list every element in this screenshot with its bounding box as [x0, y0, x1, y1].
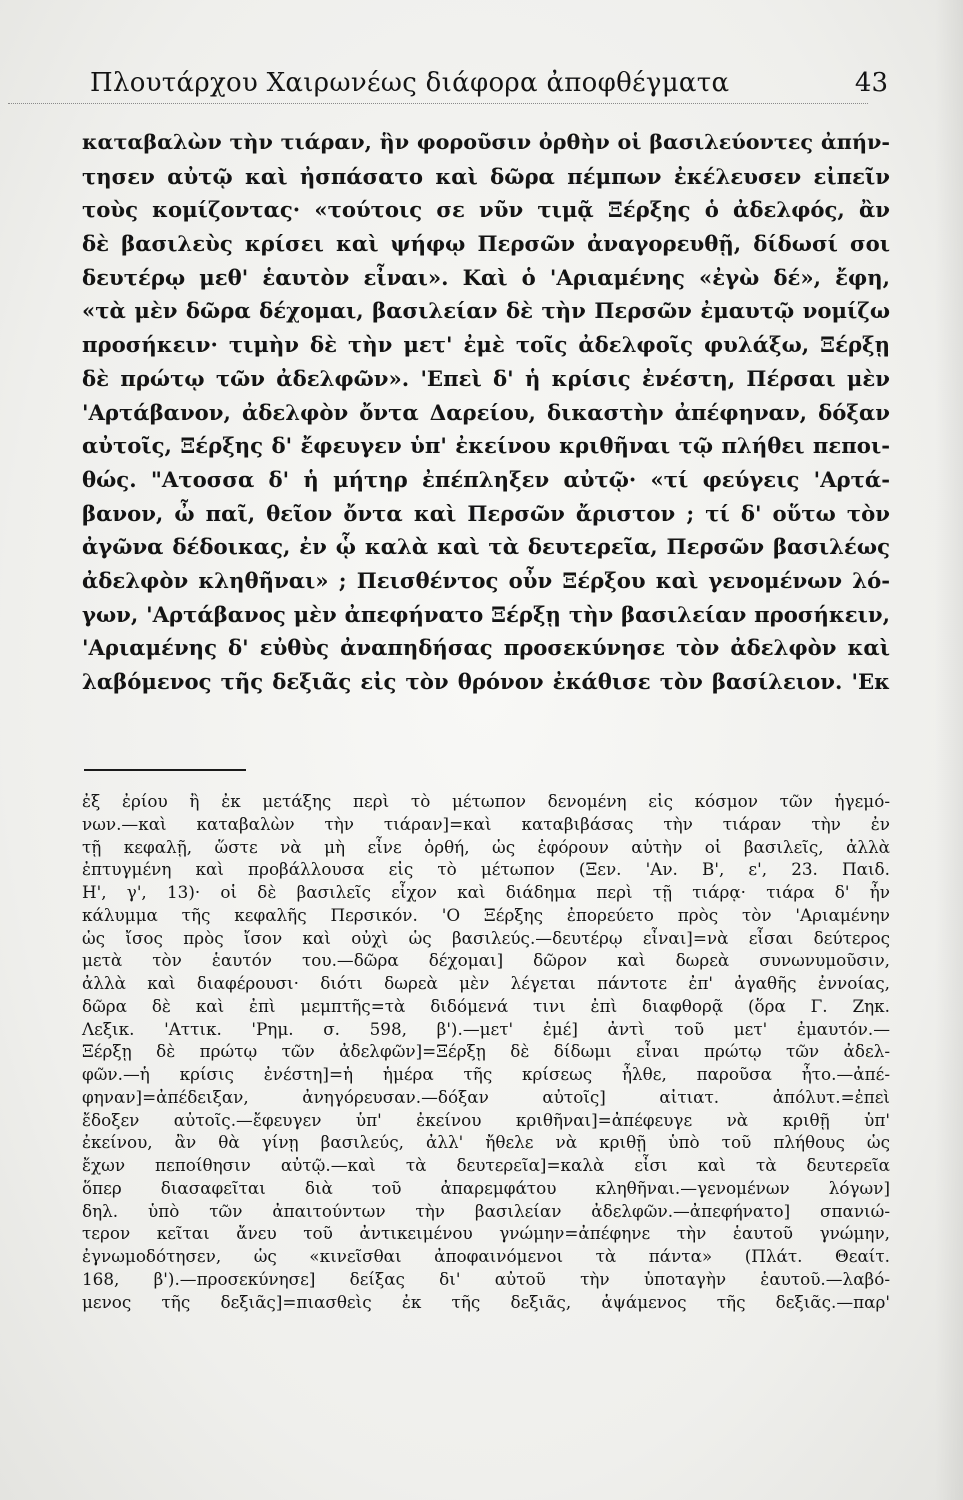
text-line: 'Αρτάβανον, ἀδελφὸν ὄντα Δαρείου, δικαστὴν ἀπέφηναν, δόξαν [82, 399, 890, 425]
footnote-line: νων.—καὶ καταβαλὼν τὴν τιάραν]=καὶ καταβιβάσας τὴν τιάραν τὴν ἐν [82, 813, 890, 834]
text-line: λαβόμενος τῆς δεξιᾶς εἰς τὸν θρόνον ἐκάθισε τὸν βασίλειον. 'Εκ [82, 669, 890, 694]
text-line: ἀδελφὸν κληθῆναι» ; Πεισθέντος οὖν Ξέρξου καὶ γενομένων λό- [82, 567, 890, 593]
footnote-line: ὡς ἴσος πρὸς ἴσον καὶ οὐχὶ ὡς βασιλεύς.—δευτέρῳ εἶναι]=νὰ εἶσαι δεύτερος [82, 927, 890, 948]
text-line: βανον, ὦ παῖ, θεῖον ὄντα καὶ Περσῶν ἄριστον ; τί δ' οὕτω τὸν [82, 500, 890, 526]
text-line: θώς. "Ατοσσα δ' ἡ μήτηρ ἐπέπληξεν αὐτῷ· «τί φεύγεις 'Αρτά- [82, 466, 890, 492]
footnotes [82, 790, 890, 1313]
footnote-line: Η', γ', 13)· οἱ δὲ βασιλεῖς εἶχον καὶ διάδημα περὶ τῇ τιάρᾳ· τιάρα δ' ἦν [82, 882, 890, 902]
footnote-line: ἔχων πεποίθησιν αὐτῷ.—καὶ τὰ δευτερεῖα]=καλὰ εἶσι καὶ τὰ δευτερεῖα [82, 1155, 890, 1175]
footnote-line: μενος τῆς δεξιᾶς]=πιασθεὶς ἐκ τῆς δεξιᾶς, ἁψάμενος τῆς δεξιᾶς.—παρ' [82, 1291, 890, 1312]
footnote-line: 168, β').—προσεκύνησε] δείξας δι' αὐτοῦ τὴν ὑποταγὴν ἑαυτοῦ.—λαβό- [82, 1268, 890, 1289]
text-line: «τὰ μὲν δῶρα δέχομαι, βασιλείαν δὲ τὴν Περσῶν ἐμαυτῷ νομίζω [82, 298, 890, 324]
running-title: Πλουτάρχου Χαιρωνέως διάφορα ἀποφθέγματα [90, 68, 730, 98]
text-line: γων, 'Αρτάβανος μὲν ἀπεφήνατο Ξέρξῃ τὴν βασιλείαν προσήκειν, [82, 601, 890, 627]
text-line: δὲ βασιλεὺς κρίσει καὶ ψήφῳ Περσῶν ἀναγορευθῇ, δίδωσί σοι [82, 231, 890, 257]
main-text [82, 126, 890, 699]
footnote-line: ἐκείνου, ἂν θὰ γίνῃ βασιλεύς, ἀλλ' ἤθελε νὰ κριθῇ ὑπὸ τοῦ πλήθους ὡς [82, 1132, 890, 1153]
page-edge-shadow [935, 0, 963, 1500]
footnote-line: τῇ κεφαλῇ, ὥστε νὰ μὴ εἶνε ὀρθή, ὡς ἐφόρουν αὐτὴν οἱ βασιλεῖς, ἀλλὰ [82, 836, 890, 857]
footnote-line: φῶν.—ἡ κρίσις ἐνέστη]=ἡ ἡμέρα τῆς κρίσεως ἦλθε, παροῦσα ἦτο.—ἀπέ- [82, 1064, 890, 1084]
text-line: αὐτοῖς, Ξέρξης δ' ἔφευγεν ὑπ' ἐκείνου κριθῆναι τῷ πλήθει πεποι- [82, 433, 890, 459]
footnote-line: ἐπτυγμένη καὶ προβάλλουσα εἰς τὸ μέτωπον (Ξεν. 'Αν. Β', ε', 23. Παιδ. [82, 859, 890, 880]
footnote-rule [84, 769, 246, 771]
footnote-line: Ξέρξῃ δὲ πρώτῳ τῶν ἀδελφῶν]=Ξέρξῃ δὲ δίδωμι εἶναι πρώτῳ τῶν ἀδελ- [82, 1041, 890, 1062]
text-line: δὲ πρώτῳ τῶν ἀδελφῶν». 'Επεὶ δ' ἡ κρίσις ἐνέστη, Πέρσαι μὲν [82, 365, 890, 391]
footnote-line: ἀλλὰ καὶ διαφέρουσι· διότι δωρεὰ μὲν λέγεται πάντοτε ἐπ' ἀγαθῆς ἐννοίας, [82, 973, 890, 993]
text-line: τοὺς κομίζοντας· «τούτοις σε νῦν τιμᾷ Ξέρξης ὁ ἀδελφός, ἂν [82, 197, 890, 223]
footnote-line: ἐξ ἐρίου ἢ ἐκ μετάξης περὶ τὸ μέτωπον δενομένη εἰς κόσμον τῶν ἡγεμό- [82, 791, 890, 811]
footnote-line: δηλ. ὑπὸ τῶν ἀπαιτούντων τὴν βασιλείαν ἀδελφῶν.—ἀπεφήνατο] σπανιώ- [82, 1200, 890, 1221]
text-line: ἀγῶνα δέδοικας, ἐν ᾧ καλὰ καὶ τὰ δευτερεῖα, Περσῶν βασιλέως [82, 534, 890, 560]
footnote-line: Λεξικ. 'Αττικ. 'Ρημ. σ. 598, β').—μετ' ἐμέ] ἀντὶ τοῦ μετ' ἐμαυτόν.— [82, 1018, 890, 1039]
footnote-line: κάλυμμα τῆς κεφαλῆς Περσικόν. 'Ο Ξέρξης ἐπορεύετο πρὸς τὸν 'Αριαμένην [82, 904, 890, 925]
text-line: καταβαλὼν τὴν τιάραν, ἣν φοροῦσιν ὀρθὴν οἱ βασιλεύοντες ἀπήν- [82, 130, 890, 154]
header-rule [8, 103, 868, 104]
footnote-line: ὅπερ διασαφεῖται διὰ τοῦ ἀπαρεμφάτου κληθῆναι.—γενομένων λόγων] [82, 1177, 890, 1198]
footnote-line: ἔδοξεν αὐτοῖς.—ἔφευγεν ὑπ' ἐκείνου κριθῆναι]=ἀπέφευγε νὰ κριθῇ ὑπ' [82, 1109, 890, 1130]
text-line: τησεν αὐτῷ καὶ ἠσπάσατο καὶ δῶρα πέμπων ἐκέλευσεν εἰπεῖν [82, 163, 890, 189]
page-number: 43 [854, 68, 888, 98]
footnote-line: δῶρα δὲ καὶ ἐπὶ μεμπτῆς=τὰ διδόμενά τινι ἐπὶ διαφθορᾷ (ὅρα Γ. Ζηκ. [82, 995, 890, 1016]
footnote-line: τερον κεῖται ἄνευ τοῦ ἀντικειμένου γνώμην=ἀπέφηνε τὴν ἑαυτοῦ γνώμην, [82, 1223, 890, 1244]
footnote-line: μετὰ τὸν ἑαυτόν του.—δῶρα δέχομαι] δῶρον καὶ δωρεὰ συνωνυμοῦσιν, [82, 950, 890, 971]
footnote-line: ἐγνωμοδότησεν, ὡς «κινεῖσθαι ἀποφαινόμενοι τὰ πάντα» (Πλάτ. Θεαίτ. [82, 1246, 890, 1266]
text-line: προσήκειν· τιμὴν δὲ τὴν μετ' ἐμὲ τοῖς ἀδελφοῖς φυλάξω, Ξέρξῃ [82, 332, 890, 358]
text-line: 'Αριαμένης δ' εὐθὺς ἀναπηδήσας προσεκύνησε τὸν ἀδελφὸν καὶ [82, 635, 890, 661]
footnote-line: φηναν]=ἀπέδειξαν, ἀνηγόρευσαν.—δόξαν αὐτοῖς] αἰτιατ. ἀπόλυτ.=ἐπεὶ [82, 1086, 890, 1107]
text-line: δευτέρῳ μεθ' ἑαυτὸν εἶναι». Καὶ ὁ 'Αριαμένης «ἐγὼ δέ», ἔφη, [82, 264, 890, 290]
